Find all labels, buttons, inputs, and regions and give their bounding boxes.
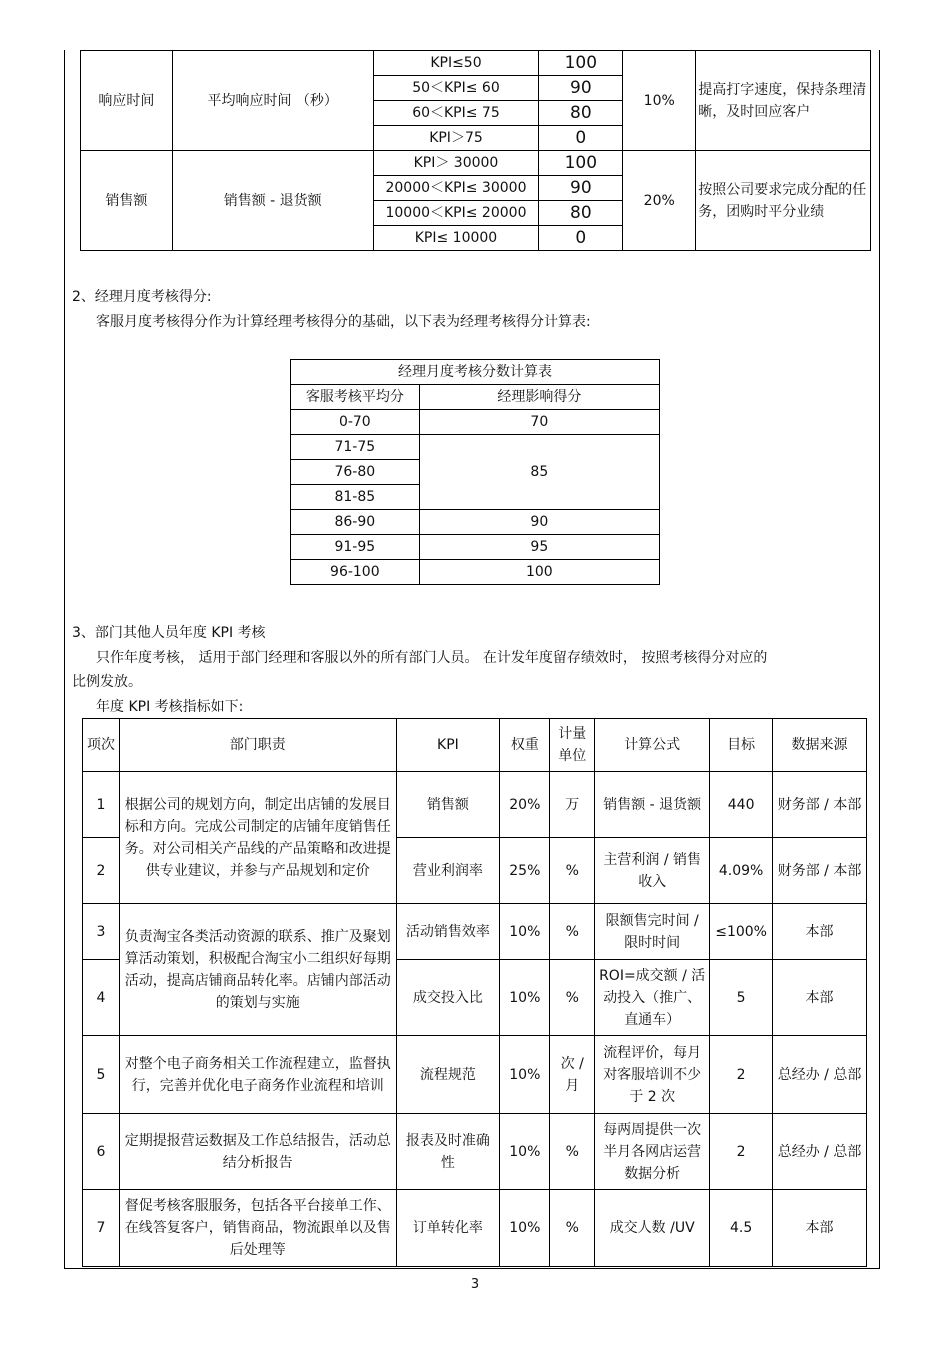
weight-cell: 20% [623, 151, 696, 251]
source-cell: 本部 [773, 960, 867, 1036]
kpi-cell: 营业利润率 [396, 838, 500, 904]
section3-para1: 只作年度考核， 适用于部门经理和客服以外的所有部门人员。 在计发年度留存绩效时， 按照考核得分对应的 [96, 650, 768, 666]
range-cell: 0-70 [291, 410, 420, 435]
formula-cell: 销售额 - 退货额 [172, 151, 373, 251]
column-header: 数据来源 [773, 719, 867, 772]
score-cell: 95 [419, 535, 659, 560]
column-header: 权重 [500, 719, 550, 772]
target-cell: 2 [710, 1036, 773, 1114]
score-cell: 70 [419, 410, 659, 435]
weight-cell: 10% [623, 51, 696, 151]
no-cell: 5 [83, 1036, 120, 1114]
table-row [83, 904, 867, 960]
kpi-cell: 订单转化率 [396, 1190, 500, 1267]
kpi-cell: 销售额 [396, 772, 500, 838]
table-row [291, 560, 660, 585]
kpi-cell: 流程规范 [396, 1036, 500, 1114]
no-cell: 4 [83, 960, 120, 1036]
section3-para2: 比例发放。 [72, 674, 142, 690]
formula-cell: 每两周提供一次半月各网店运营数据分析 [595, 1114, 710, 1190]
range-cell: 10000＜KPI≤ 20000 [373, 201, 539, 226]
column-header: 经理影响得分 [419, 385, 659, 410]
column-header: 计量单位 [550, 719, 595, 772]
weight-cell: 10% [500, 1036, 550, 1114]
column-header: KPI [396, 719, 500, 772]
column-header: 部门职责 [119, 719, 396, 772]
range-cell: 60＜KPI≤ 75 [373, 101, 539, 126]
weight-cell: 10% [500, 960, 550, 1036]
score-cell: 85 [419, 435, 659, 510]
kpi-response-sales-table [80, 50, 871, 251]
weight-cell: 10% [500, 1190, 550, 1267]
formula-cell: 成交人数 /UV [595, 1190, 710, 1267]
source-cell: 总经办 / 总部 [773, 1036, 867, 1114]
score-cell: 100 [419, 560, 659, 585]
unit-cell: 次 / 月 [550, 1036, 595, 1114]
range-cell: 76-80 [291, 460, 420, 485]
range-cell: KPI≤50 [373, 51, 539, 76]
remark-cell: 按照公司要求完成分配的任务，团购时平分业绩 [696, 151, 871, 251]
remark-cell: 提高打字速度，保持条理清晰，及时回应客户 [696, 51, 871, 151]
duty-cell: 督促考核客服服务，包括各平台接单工作、在线答复客户，销售商品，物流跟单以及售后处理等 [119, 1190, 396, 1267]
target-cell: 440 [710, 772, 773, 838]
table-row [81, 151, 871, 176]
table-row [83, 1114, 867, 1190]
kpi-cell: 成交投入比 [396, 960, 500, 1036]
formula-cell: 平均响应时间 （秒） [172, 51, 373, 151]
source-cell: 总经办 / 总部 [773, 1114, 867, 1190]
no-cell: 7 [83, 1190, 120, 1267]
unit-cell: 万 [550, 772, 595, 838]
range-cell: 96-100 [291, 560, 420, 585]
range-cell: KPI＞ 30000 [373, 151, 539, 176]
table-row [81, 51, 871, 76]
range-cell: 50＜KPI≤ 60 [373, 76, 539, 101]
range-cell: 20000＜KPI≤ 30000 [373, 176, 539, 201]
score-cell: 0 [539, 126, 623, 151]
score-cell: 0 [539, 226, 623, 251]
column-header: 项次 [83, 719, 120, 772]
table-row [83, 1190, 867, 1267]
unit-cell: % [550, 960, 595, 1036]
manager-score-table [290, 359, 660, 585]
table-row [291, 535, 660, 560]
page-number: 3 [470, 1277, 480, 1292]
range-cell: 71-75 [291, 435, 420, 460]
no-cell: 1 [83, 772, 120, 838]
section2-heading: 2、经理月度考核得分: [72, 289, 212, 305]
column-header: 目标 [710, 719, 773, 772]
range-cell: 81-85 [291, 485, 420, 510]
score-cell: 90 [419, 510, 659, 535]
weight-cell: 10% [500, 904, 550, 960]
formula-cell: 限额售完时间 / 限时时间 [595, 904, 710, 960]
range-cell: 86-90 [291, 510, 420, 535]
no-cell: 6 [83, 1114, 120, 1190]
table-row [291, 510, 660, 535]
unit-cell: % [550, 904, 595, 960]
score-cell: 90 [539, 76, 623, 101]
source-cell: 本部 [773, 904, 867, 960]
column-header: 客服考核平均分 [291, 385, 420, 410]
formula-cell: 主营利润 / 销售收入 [595, 838, 710, 904]
weight-cell: 10% [500, 1114, 550, 1190]
score-cell: 100 [539, 51, 623, 76]
target-cell: 4.09% [710, 838, 773, 904]
score-cell: 80 [539, 201, 623, 226]
section3-intro: 年度 KPI 考核指标如下: [96, 699, 244, 715]
table-title: 经理月度考核分数计算表 [291, 360, 660, 385]
duty-cell: 负责淘宝各类活动资源的联系、推广及聚划算活动策划，积极配合淘宝小二组织好每期活动，提高店铺商品转化率。店铺内部活动的策划与实施 [119, 904, 396, 1036]
source-cell: 财务部 / 本部 [773, 772, 867, 838]
no-cell: 3 [83, 904, 120, 960]
table-row [83, 1036, 867, 1114]
unit-cell: % [550, 1190, 595, 1267]
formula-cell: ROI=成交额 / 活动投入（推广、直通车） [595, 960, 710, 1036]
target-cell: ≤100% [710, 904, 773, 960]
formula-cell: 流程评价，每月对客服培训不少于 2 次 [595, 1036, 710, 1114]
kpi-cell: 报表及时准确性 [396, 1114, 500, 1190]
source-cell: 财务部 / 本部 [773, 838, 867, 904]
range-cell: 91-95 [291, 535, 420, 560]
range-cell: KPI＞75 [373, 126, 539, 151]
indicator-cell: 响应时间 [81, 51, 173, 151]
section3-heading: 3、部门其他人员年度 KPI 考核 [72, 625, 266, 641]
unit-cell: % [550, 1114, 595, 1190]
column-header: 计算公式 [595, 719, 710, 772]
source-cell: 本部 [773, 1190, 867, 1267]
indicator-cell: 销售额 [81, 151, 173, 251]
table-row [291, 410, 660, 435]
section2-intro: 客服月度考核得分作为计算经理考核得分的基础，以下表为经理考核得分计算表: [96, 314, 591, 330]
score-cell: 100 [539, 151, 623, 176]
table-row [291, 435, 660, 460]
duty-cell: 根据公司的规划方向，制定出店铺的发展目标和方向。完成公司制定的店铺年度销售任务。对公司相关产品线的产品策略和改进提供专业建议，并参与产品规划和定价 [119, 772, 396, 904]
table-row [83, 772, 867, 838]
header-row [83, 719, 867, 772]
weight-cell: 25% [500, 838, 550, 904]
weight-cell: 20% [500, 772, 550, 838]
score-cell: 80 [539, 101, 623, 126]
score-cell: 90 [539, 176, 623, 201]
no-cell: 2 [83, 838, 120, 904]
formula-cell: 销售额 - 退货额 [595, 772, 710, 838]
duty-cell: 对整个电子商务相关工作流程建立，监督执行，完善并优化电子商务作业流程和培训 [119, 1036, 396, 1114]
range-cell: KPI≤ 10000 [373, 226, 539, 251]
unit-cell: % [550, 838, 595, 904]
target-cell: 4.5 [710, 1190, 773, 1267]
target-cell: 5 [710, 960, 773, 1036]
duty-cell: 定期提报营运数据及工作总结报告，活动总结分析报告 [119, 1114, 396, 1190]
target-cell: 2 [710, 1114, 773, 1190]
kpi-cell: 活动销售效率 [396, 904, 500, 960]
annual-kpi-table [82, 718, 867, 1267]
